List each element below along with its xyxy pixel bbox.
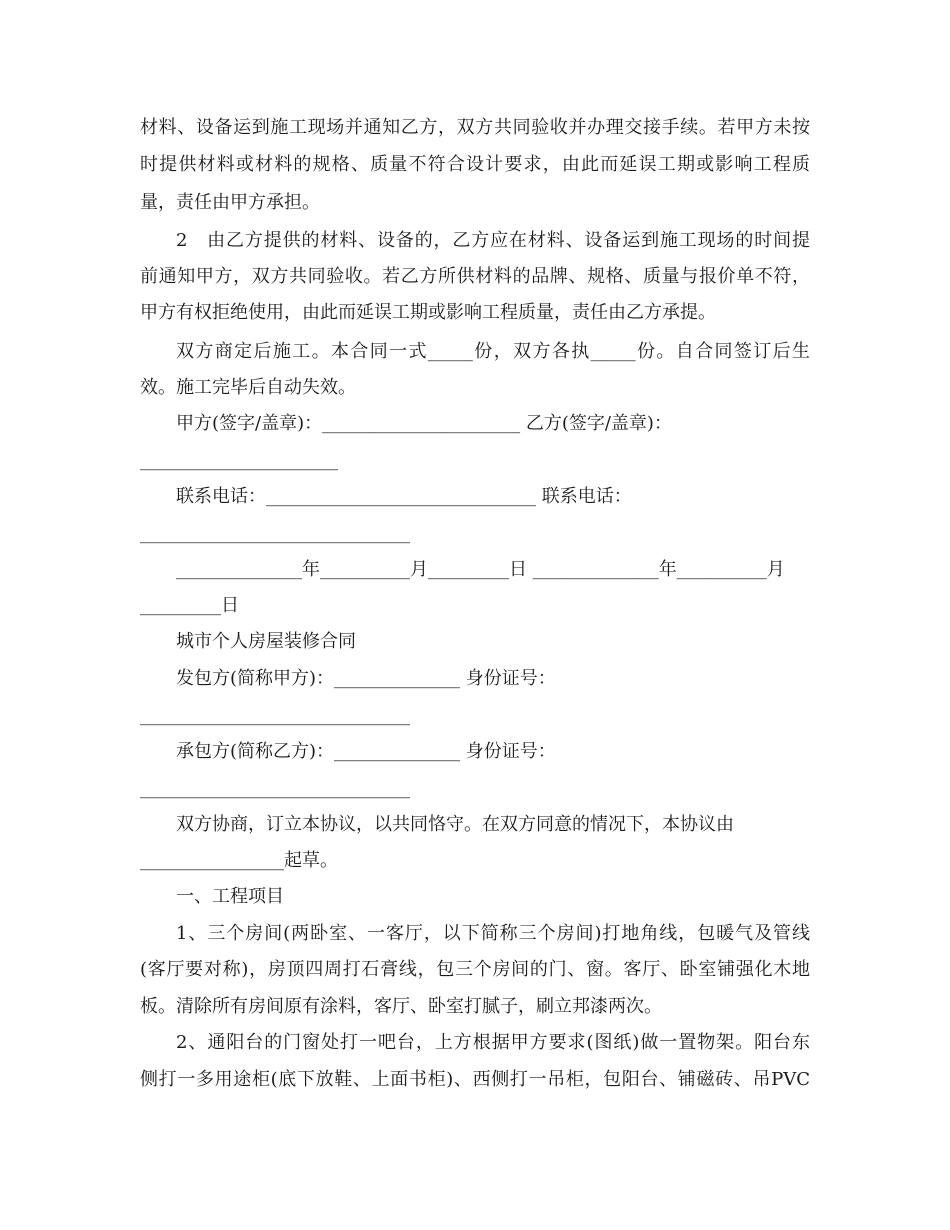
text-line: 时提供材料或材料的规格、质量不符合设计要求，由此而延误工期或影响工程质: [140, 154, 810, 175]
phone-line: 联系电话：______________________________ 联系电话：: [176, 486, 632, 507]
text-line: 双方商定后施工。本合同一式_____份，双方各执_____份。自合同签订后生: [176, 341, 810, 362]
text-line: 2、通阳台的门窗处打一吧台，上方根据甲方要求(图纸)做一置物架。阳台东: [176, 1032, 810, 1053]
section-heading: 一、工程项目: [176, 886, 284, 907]
text-line: 双方协商，订立本协议，以共同恪守。在双方同意的情况下，本协议由: [176, 814, 734, 835]
date-line-end: _________日: [140, 595, 239, 616]
contractor-line: 承包方(简称乙方)：______________ 身份证号：: [176, 741, 556, 762]
text-line: 效。施工完毕后自动失效。: [140, 377, 356, 398]
text-line: ________________起草。: [140, 850, 338, 871]
text-line: 板。清除所有房间原有涂料，客厅、卧室打腻子，刷立邦漆两次。: [140, 996, 662, 1017]
employer-line: 发包方(简称甲方)：______________ 身份证号：: [176, 668, 556, 689]
contractor-id-blank: ______________________________: [140, 778, 410, 799]
text-line: 甲方有权拒绝使用，由此而延误工期或影响工程质量，责任由乙方承提。: [140, 302, 716, 323]
signature-blank: ______________________: [140, 450, 338, 471]
text-line: 量，责任由甲方承担。: [140, 192, 320, 213]
date-line: ______________年__________月_________日 ______________年__________月: [176, 559, 785, 580]
text-line: 材料、设备运到施工现场并通知乙方，双方共同验收并办理交接手续。若甲方未按: [140, 117, 810, 138]
text-line: 1、三个房间(两卧室、一客厅，以下简称三个房间)打地角线，包暖气及管线: [176, 923, 810, 944]
text-line: 2 由乙方提供的材料、设备的，乙方应在材料、设备运到施工现场的时间提: [176, 230, 810, 251]
signature-line-party-a-b: 甲方(签字/盖章)：______________________ 乙方(签字/盖章)：: [176, 413, 672, 434]
text-line: 侧打一多用途柜(底下放鞋、上面书柜)、西侧打一吊柜，包阳台、铺磁砖、吊PVC: [140, 1069, 810, 1090]
contract-title: 城市个人房屋装修合同: [176, 631, 356, 652]
text-line: 前通知甲方，双方共同验收。若乙方所供材料的品牌、规格、质量与报价单不符，: [140, 266, 810, 287]
text-line: (客厅要对称)，房顶四周打石膏线，包三个房间的门、窗。客厅、卧室铺强化木地: [140, 959, 810, 980]
employer-id-blank: ______________________________: [140, 705, 410, 726]
phone-blank: ______________________________: [140, 523, 410, 544]
